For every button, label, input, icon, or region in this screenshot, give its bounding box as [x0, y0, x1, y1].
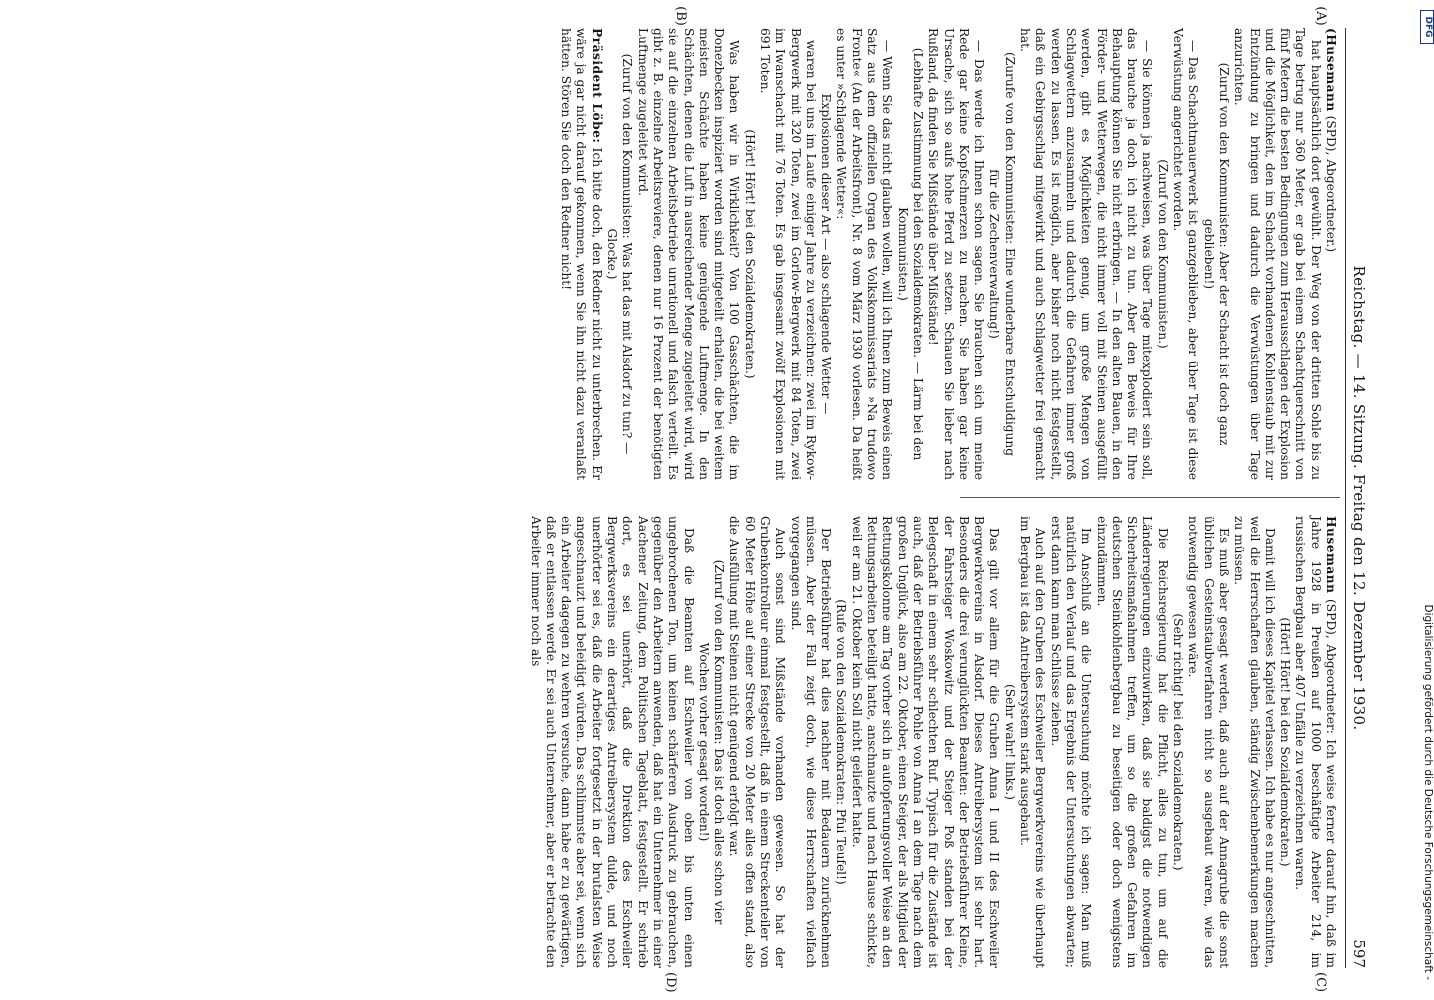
funding-credit-strip: [1410, 0, 1434, 1000]
body-paragraph: — Sie können ja nachweisen, was über Tage mitexplodiert sein soll, das brauche ja doch ich nicht zu tun. Aber den Beweis für Ihre Behauptung können Sie nicht erbringen. — In den alten Bauen, in den Förder- und Wetterwegen, die nicht immer voll mit Steinen ausgefüllt werden, gibt es Möglichkeiten genug, um große Mengen von Schlagwettern anzusammeln und dadurch die Gefahren immer groß werden zu lassen. Es ist möglich, aber bisher noch nicht festgestellt, daß ein Gebirgsschlag mitgewirkt und auch Schlagwetter frei gemacht hat.: [1018, 28, 1155, 480]
body-paragraph: Damit will ich dieses Kapitel verlassen. Ich habe es nur angeschnitten, weil die Herrschaften glauben, ständig Zwischenbemerkungen machen zu müssen.: [1232, 516, 1277, 968]
body-paragraph: Das gilt vor allem für die Gruben Anna I und II des Eschweiler Bergwerkvereins in Alsdorf. Dieses Antreibersystem ist sehr hart. Besonders die drei verunglückten Beamten: der Betriebsführer Kleine, der Fahrsteiger Woskowitz und der Steiger Poß standen bei der Belegschaft in einem sehr schlechten Ruf. Typisch für die Zustände ist auch, daß der Betriebsführer Pohle von Anna I an dem Tage nach dem großen Unglück, also am 22. Oktober, einen Steiger, der als Mitglied der Rettungskolonne am Tag vorher sich in aufopferungsvoller Weise an den Rettungsarbeiten beteiligt hatte, anschnauzte und nach Hause schickte, weil er am 21. Oktober kein Soll nicht geliefert hatte.: [849, 516, 1002, 968]
body-paragraph: — Das Schachtmauerwerk ist ganzgeblieben, aber über Tage ist diese Verwüstung angerichtet worden.: [1171, 28, 1201, 480]
interjection: (Hört! Hört! bei den Sozialdemokraten.): [742, 129, 757, 379]
page-number: 597: [1350, 939, 1368, 968]
body-paragraph: Auch sonst sind Mißstände vorhanden gewesen. So hat der Grubenkontrolleur einmal festgestellt, daß in einem Streckenteiler von 60 Meter Höhe auf einer Strecke von 20 Meter alles offen stand, also die Ausfüllung mit Steinen nicht genügend erfolgt war.: [727, 516, 788, 968]
interjection: (Hört! Hört! bei den Sozialdemokraten.): [1278, 617, 1293, 867]
body-paragraph: Daß die Beamten auf Eschweiler von oben bis unten einen ungebrochenen Ton, um keinen schärferen Ausdruck zu gebrauchen, gegenüber den Arbeitern anwenden, daß hat ein Unternehmer in einer Aachener Zeitung, dem Politischen Tageblatt, festgestellt. Er schrieb dort, es sei unerhört, daß die Direktion des Eschweiler Bergwerksvereins ein derartiges Antreibersystem dulde, und noch unerhörter sei es, daß die Arbeiter fortgesetzt in der brutalsten Weise angeschnauzt und beleidigt würden. Das schlimmste aber sei, wenn sich ein Arbeiter dagegen zu wehren versuche, dann habe er zu gewärtigen, daß er entlassen werde. Er sei auch Unternehmer, aber er betrachte den Arbeiter immer noch als: [528, 516, 696, 968]
speaker-text: Ich bitte doch, den Redner nicht zu unterbrechen. Er wäre ja gar nicht darauf gekommen, wenn Sie ihn nicht dazu veranlaßt hätten. Stören Sie doch den Redner nicht!: [559, 28, 604, 480]
column-divider: [960, 497, 1340, 498]
body-paragraph: — Das werde ich Ihnen schon sagen. Sie brauchen sich um meine Rede gar keine Kopfschmerzen zu machen. Sie haben gar keine Ursache, sich so aufs hohe Pferd zu setzen. Schauen Sie lieber nach Rußland, da finden Sie Mißstände über Mißstände!: [926, 28, 987, 480]
right-column: [527, 516, 1338, 968]
interjection: (Lebhafte Zustimmung bei den Sozialdemokraten. — Lärm bei den Kommunisten.): [895, 47, 925, 461]
header-title: Reichstag. — 14. Sitzung. Freitag den 12. Dezember 1930.: [1350, 265, 1368, 731]
body-paragraph: Es muß aber gesagt werden, daß auch auf der Annagrube die sonst üblichen Gesteinstaubverfahren nicht so ausgebaut waren, wie das notwendig gewesen wäre.: [1186, 516, 1231, 968]
margin-marker-d: (D): [663, 972, 678, 993]
margin-marker-a: (A): [1313, 6, 1328, 26]
margin-marker-c: (C): [1313, 972, 1328, 993]
dfg-logo: DFG: [1420, 10, 1434, 44]
page-header: [1348, 28, 1368, 968]
interjection: (Zurufe von den Kommunisten: Eine wunderbare Entschuldigung für die Zechenverwaltung!): [987, 51, 1017, 457]
speaker-name: (Husemann: [1324, 28, 1338, 112]
speaker-name: Husemann: [1324, 516, 1338, 594]
speaker-paragraph: [1292, 516, 1338, 968]
body-paragraph: Im Anschluß an die Untersuchung möchte ich sagen: Man muß natürlich den Verlauf und das Ergebnis der Untersuchungen abwarten; erst dann kann man Schlüsse ziehen.: [1048, 516, 1094, 968]
left-column: [558, 28, 1338, 480]
interjection: (Zuruf von den Kommunisten: Aber der Schacht ist doch ganz geblieben!): [1201, 62, 1231, 446]
reichstag-sheet: [78, 6, 1368, 993]
speaker-paragraph: [1323, 28, 1338, 480]
header-rule: [1345, 28, 1346, 968]
body-paragraph: Der Betriebsführer hat dies nachher mit Bedauern zurücknehmen müssen. Aber der Fall zeigt doch, wie diese Herrschaften vielfach vorgegangen sind.: [788, 516, 834, 968]
body-paragraph: hat hauptsächlich dort gewühlt. Der Weg von der dritten Sohle bis zu Tage betrug nur 360 Meter, er gab bei einem Schachtquerschnitt von fünf Metern die besten Bedingungen zum Herausschlagen der Explosion und die Möglichkeit, den im Schacht vorhandenen Kohlenstaub mit zur Entzündung zu bringen und dadurch die Verwüstungen über Tage anzurichten.: [1232, 28, 1323, 480]
funding-credit: Digitalisierung gefördert durch die Deutsche Forschungsgemeinschaft -: [1422, 604, 1434, 980]
interjection: (Zuruf von den Kommunisten: Was hat das mit Alsdorf zu tun? — Glocke.): [605, 53, 635, 455]
body-paragraph: Die Reichsregierung hat die Pflicht, alles zu tun, um auf die Länderregierungen einzuwirken, daß sie baldigst die notwendigen Sicherheitsmaßnahmen treffen, um so die großen Gefahren im deutschen Steinkohlenbergbau zu beseitigen oder doch wenigstens einzudämmen.: [1094, 516, 1170, 968]
speaker-text: (SPD), Abgeordneter.): [1324, 111, 1338, 253]
speaker-text: (SPD), Abgeordneter: Ich weise ferner darauf hin, daß im Jahre 1928 in Preußen auf 1000 beschäftigte Arbeiter 214, im russischen Bergbau aber 407 Unfälle zu verzeichnen waren.: [1293, 516, 1338, 968]
interjection: (Zuruf von den Kommunisten.): [1155, 159, 1170, 349]
body-paragraph: Was haben wir in Wirklichkeit? Von 100 Gasschächten, die im Donezbecken inspiziert worden sind mitgeteilt erhalten, die bei weitem meisten Schächte haben keine genügende Luftmenge. In den Schächten, denen die Luft in ausreichender Menge zugeleitet wird, wird sie auf die einzelnen Arbeitsbetriebe unrationell und falsch verteilt. Es gibt z. B. einzelne Arbeitsreviere, denen nur 16 Prozent der benötigten Luftmenge zugeleitet wird.: [635, 28, 742, 480]
margin-marker-b: (B): [673, 6, 688, 26]
speaker-name: Präsident Löbe:: [589, 28, 604, 144]
interjection: (Sehr richtig! bei den Sozialdemokraten.): [1171, 613, 1186, 871]
interjection: Explosionen dieser Art — also schlagende Wetter —: [819, 93, 834, 415]
interjection: (Rufe von den Sozialdemokraten: Pfui Teufel!): [834, 599, 849, 885]
body-paragraph: Auch auf den Gruben des Eschweiler Bergwerkvereins wie überhaupt im Bergbau ist das Antreibersystem stark ausgebaut.: [1018, 516, 1048, 968]
body-paragraph: — Wenn Sie das nicht glauben wollen, will ich Ihnen zum Beweis einen Satz aus dem offiziellen Organ des Volkskommissariats »Na trudowo Fronte« (An der Arbeitsfront), Nr. 8 vom März 1930 vorlesen. Da heißt es unter »Schlagende Wetter«:: [834, 28, 895, 480]
body-paragraph: waren bei uns im Laufe einiger Jahre zu verzeichnen: zwei im Rykow-Bergwerk mit 320 Toten, zwei im Gorlow-Bergwerk mit 84 Toten, zwei im Iwanschacht mit 76 Toten. Es gab insgesamt zwölf Explosionen mit 691 Toten.: [758, 28, 818, 480]
speaker-paragraph: [558, 28, 604, 480]
interjection: (Sehr wahr! links.): [1002, 684, 1017, 800]
interjection: (Zuruf von den Kommunisten: Das ist doch alles schon vier Wochen vorher gesagt worden!): [696, 559, 727, 925]
